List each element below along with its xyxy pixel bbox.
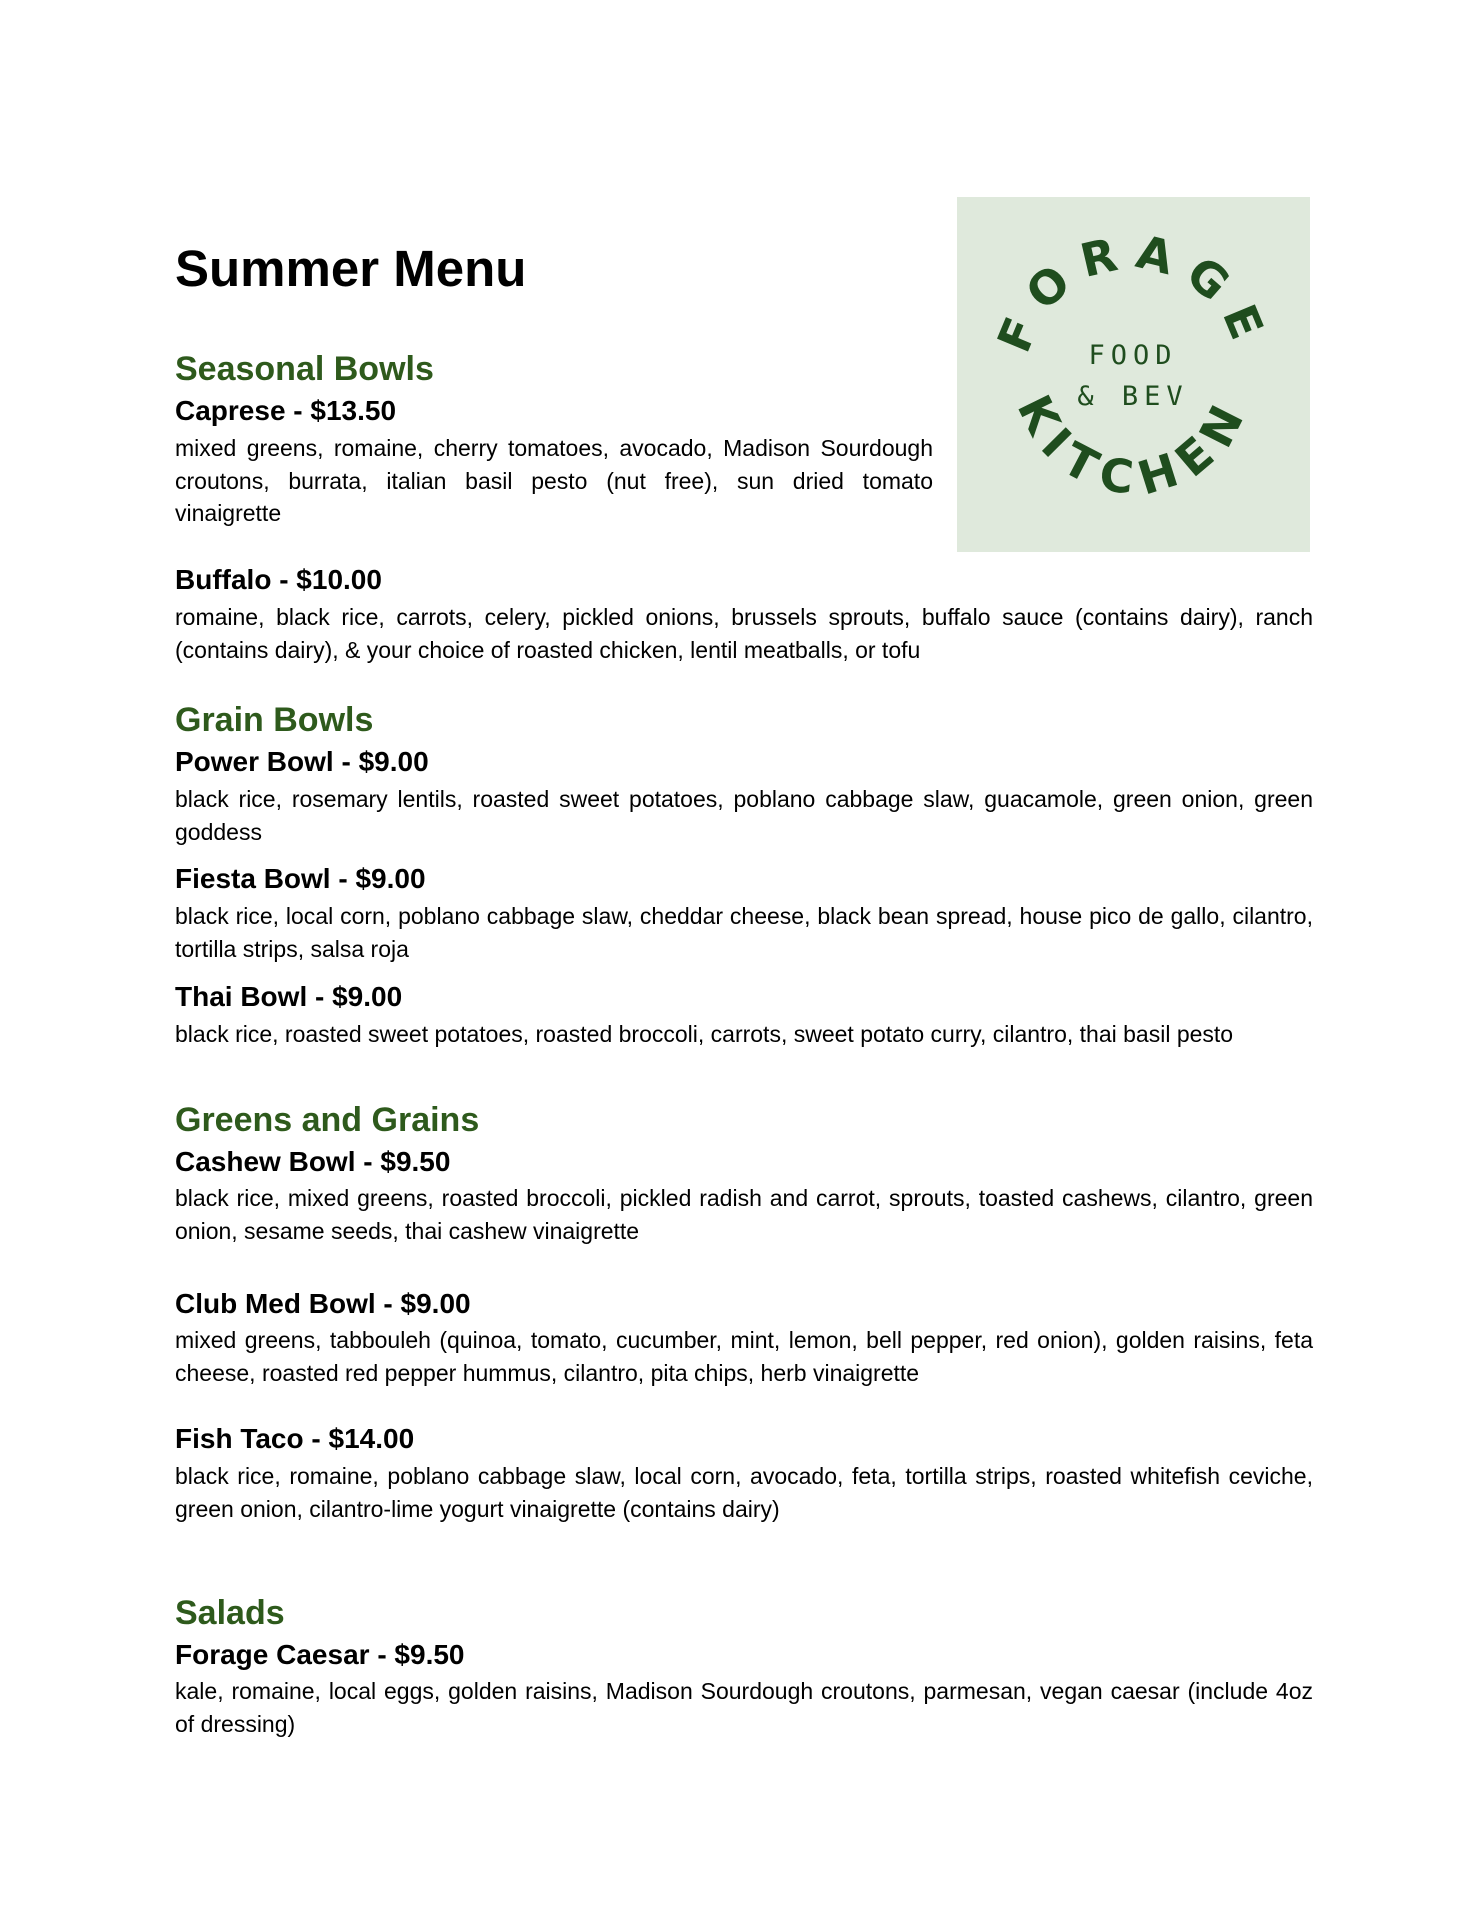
item-title-caprese: Caprese - $13.50	[175, 395, 397, 426]
item-title-cashew-bowl: Cashew Bowl - $9.50	[175, 1146, 451, 1177]
logo-center-line1: FOOD	[1088, 340, 1178, 371]
item-description-power-bowl: black rice, rosemary lentils, roasted sweet potatoes, poblano cabbage slaw, guacamole, green onion, green goddess	[175, 786, 1313, 845]
item-description-forage-caesar: kale, romaine, local eggs, golden raisins, Madison Sourdough croutons, parmesan, vegan caesar (include 4oz of dressing)	[175, 1678, 1313, 1737]
item-title-power-bowl: Power Bowl - $9.00	[175, 746, 429, 777]
item-title-buffalo: Buffalo - $10.00	[175, 564, 382, 595]
item-description-club-med-bowl: mixed greens, tabbouleh (quinoa, tomato, cucumber, mint, lemon, bell pepper, red onion), golden raisins, feta cheese, roasted red pepper hummus, cilantro, pita chips, herb vinaigrette	[175, 1327, 1313, 1386]
section-heading-greens-and-grains: Greens and Grains	[175, 1101, 480, 1139]
item-title-forage-caesar: Forage Caesar - $9.50	[175, 1639, 465, 1670]
page-title: Summer Menu	[175, 240, 527, 297]
item-description-caprese: mixed greens, romaine, cherry tomatoes, avocado, Madison Sourdough croutons, burrata, italian basil pesto (nut free), sun dried tomato vinaigrette	[175, 435, 933, 526]
section-heading-seasonal-bowls: Seasonal Bowls	[175, 350, 434, 388]
item-description-thai-bowl: black rice, roasted sweet potatoes, roasted broccoli, carrots, sweet potato curry, cilantro, thai basil pesto	[175, 1021, 1234, 1047]
section-heading-grain-bowls: Grain Bowls	[175, 701, 374, 739]
logo-top-text: FORAGE	[986, 224, 1280, 360]
item-title-thai-bowl: Thai Bowl - $9.00	[175, 981, 403, 1012]
logo-center-line2: & BEV	[1077, 381, 1189, 412]
item-title-fish-taco: Fish Taco - $14.00	[175, 1423, 415, 1454]
logo-bottom-text: KITCHEN	[1006, 386, 1260, 506]
item-description-cashew-bowl: black rice, mixed greens, roasted broccoli, pickled radish and carrot, sprouts, toasted cashews, cilantro, green onion, sesame seeds, thai cashew vinaigrette	[175, 1185, 1313, 1244]
logo-graphic	[957, 197, 1310, 552]
section-heading-salads: Salads	[175, 1594, 285, 1632]
item-description-fiesta-bowl: black rice, local corn, poblano cabbage slaw, cheddar cheese, black bean spread, house pico de gallo, cilantro, tortilla strips, salsa roja	[175, 903, 1313, 962]
item-description-fish-taco: black rice, romaine, poblano cabbage slaw, local corn, avocado, feta, tortilla strips, roasted whitefish ceviche, green onion, cilantro-lime yogurt vinaigrette (contains dairy)	[175, 1463, 1313, 1522]
forage-kitchen-logo	[957, 197, 1310, 552]
item-title-fiesta-bowl: Fiesta Bowl - $9.00	[175, 863, 426, 894]
item-title-club-med-bowl: Club Med Bowl - $9.00	[175, 1288, 471, 1319]
item-description-buffalo: romaine, black rice, carrots, celery, pickled onions, brussels sprouts, buffalo sauce (contains dairy), ranch (contains dairy), & your choice of roasted chicken, lentil meatballs, or tofu	[175, 604, 1313, 663]
